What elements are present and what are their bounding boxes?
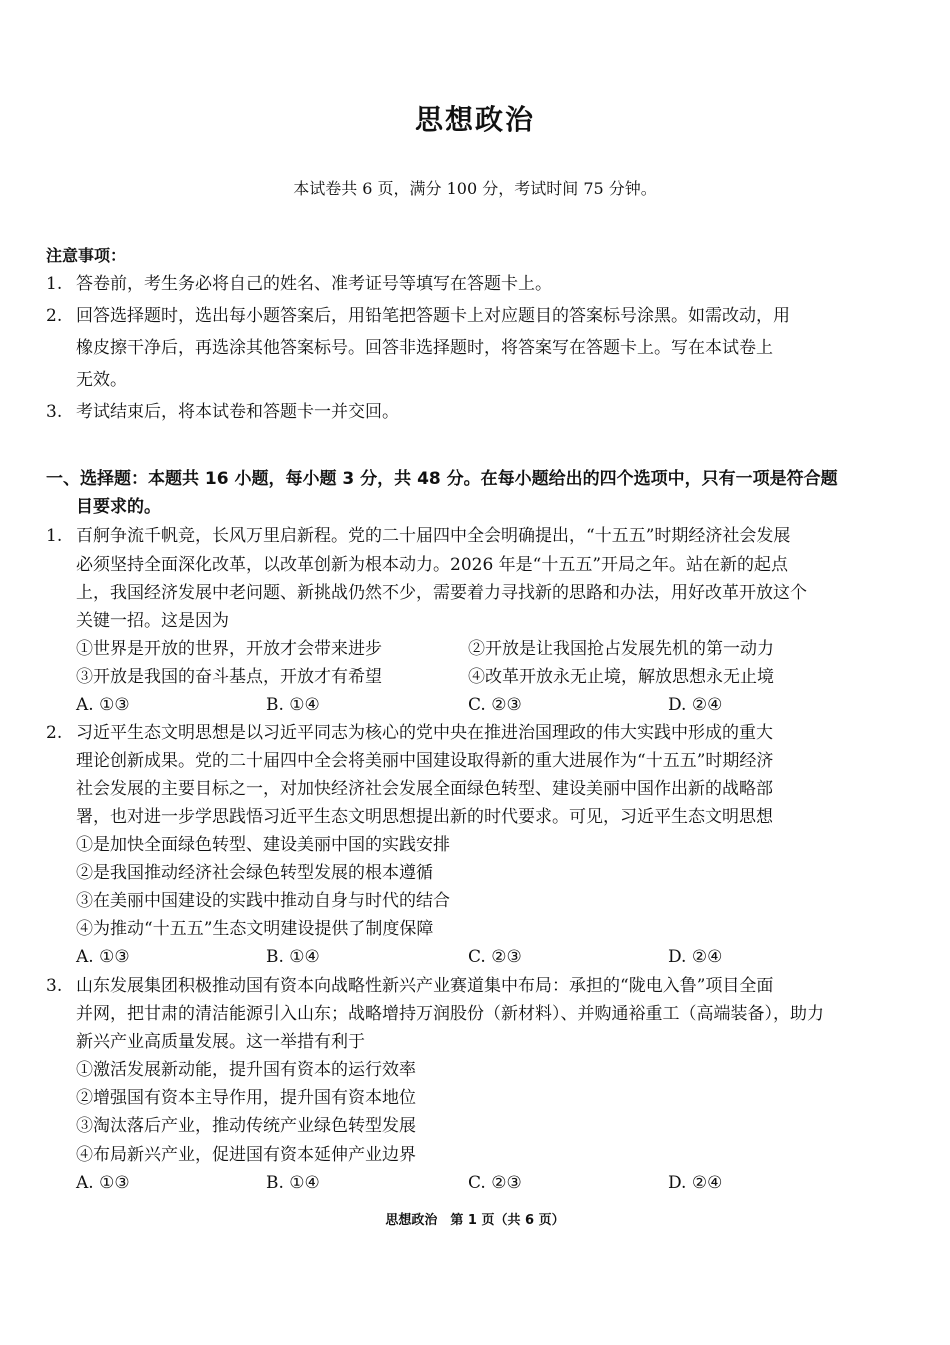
option-c: C. ②③ — [468, 947, 522, 967]
option-a: A. ①③ — [76, 1173, 130, 1193]
statement: ①世界是开放的世界，开放才会带来进步 — [76, 639, 382, 659]
statement: ④为推动“十五五”生态文明建设提供了制度保障 — [76, 919, 434, 939]
statement: ④布局新兴产业，促进国有资本延伸产业边界 — [76, 1145, 416, 1165]
statement: ③在美丽中国建设的实践中推动自身与时代的结合 — [76, 891, 450, 911]
option-a: A. ①③ — [76, 947, 130, 967]
question-stem: 必须坚持全面深化改革，以改革创新为根本动力。2026 年是“十五五”开局之年。站在新的起点 — [76, 555, 789, 575]
notice-number: 1. — [46, 274, 63, 294]
question-stem: 上，我国经济发展中老问题、新挑战仍然不少，需要着力寻找新的思路和办法，用好改革开放这个 — [76, 583, 807, 603]
statement: ②开放是让我国抢占发展先机的第一动力 — [468, 639, 774, 659]
notice-text: 答卷前，考生务必将自己的姓名、准考证号等填写在答题卡上。 — [76, 274, 552, 294]
notice-number: 3. — [46, 402, 63, 422]
question-stem: 新兴产业高质量发展。这一举措有利于 — [76, 1032, 365, 1052]
question-stem: 署，也对进一步学思践悟习近平生态文明思想提出新的时代要求。可见，习近平生态文明思想 — [76, 807, 773, 827]
question-stem: 关键一招。这是因为 — [76, 611, 229, 631]
option-d: D. ②④ — [668, 947, 723, 967]
section-heading: 目要求的。 — [76, 497, 161, 517]
option-c: C. ②③ — [468, 1173, 522, 1193]
question-number: 3. — [46, 976, 63, 996]
question-stem: 山东发展集团积极推动国有资本向战略性新兴产业赛道集中布局：承担的“陇电入鲁”项目全面 — [76, 976, 774, 996]
section-heading: 一、选择题：本题共 16 小题，每小题 3 分，共 48 分。在每小题给出的四个选项中，只有一项是符合题 — [46, 469, 838, 489]
option-a: A. ①③ — [76, 695, 130, 715]
option-d: D. ②④ — [668, 695, 723, 715]
notice-text: 考试结束后，将本试卷和答题卡一并交回。 — [76, 402, 399, 422]
question-stem: 习近平生态文明思想是以习近平同志为核心的党中央在推进治国理政的伟大实践中形成的重大 — [76, 723, 773, 743]
statement: ③淘汰落后产业，推动传统产业绿色转型发展 — [76, 1116, 416, 1136]
page-footer: 思想政治 第 1 页（共 6 页） — [385, 1213, 565, 1228]
notice-heading: 注意事项： — [46, 246, 127, 265]
notice-number: 2. — [46, 306, 63, 326]
option-c: C. ②③ — [468, 695, 522, 715]
question-stem: 并网，把甘肃的清洁能源引入山东；战略增持万润股份（新材料）、并购通裕重工（高端装备），助力 — [76, 1004, 824, 1024]
statement: ②是我国推动经济社会绿色转型发展的根本遵循 — [76, 863, 433, 883]
notice-text: 回答选择题时，选出每小题答案后，用铅笔把答题卡上对应题目的答案标号涂黑。如需改动，用 — [76, 306, 790, 326]
statement: ①是加快全面绿色转型、建设美丽中国的实践安排 — [76, 835, 450, 855]
statement: ③开放是我国的奋斗基点，开放才有希望 — [76, 667, 382, 687]
question-stem: 理论创新成果。党的二十届四中全会将美丽中国建设取得新的重大进展作为“十五五”时期经济 — [76, 751, 774, 771]
question-stem: 社会发展的主要目标之一，对加快经济社会发展全面绿色转型、建设美丽中国作出新的战略部 — [76, 779, 773, 799]
notice-text: 橡皮擦干净后，再选涂其他答案标号。回答非选择题时，将答案写在答题卡上。写在本试卷上 — [76, 338, 773, 358]
statement: ①激活发展新动能，提升国有资本的运行效率 — [76, 1060, 416, 1080]
option-b: B. ①④ — [266, 695, 320, 715]
notice-text: 无效。 — [76, 370, 127, 390]
statement: ④改革开放永无止境，解放思想永无止境 — [468, 667, 774, 687]
question-number: 2. — [46, 723, 63, 743]
question-stem: 百舸争流千帆竞，长风万里启新程。党的二十届四中全会明确提出，“十五五”时期经济社会发展 — [76, 526, 791, 546]
option-d: D. ②④ — [668, 1173, 723, 1193]
question-number: 1. — [46, 526, 63, 546]
statement: ②增强国有资本主导作用，提升国有资本地位 — [76, 1088, 416, 1108]
page-title: 思想政治 — [414, 103, 535, 136]
option-b: B. ①④ — [266, 947, 320, 967]
option-b: B. ①④ — [266, 1173, 320, 1193]
exam-info: 本试卷共 6 页，满分 100 分，考试时间 75 分钟。 — [293, 179, 657, 198]
